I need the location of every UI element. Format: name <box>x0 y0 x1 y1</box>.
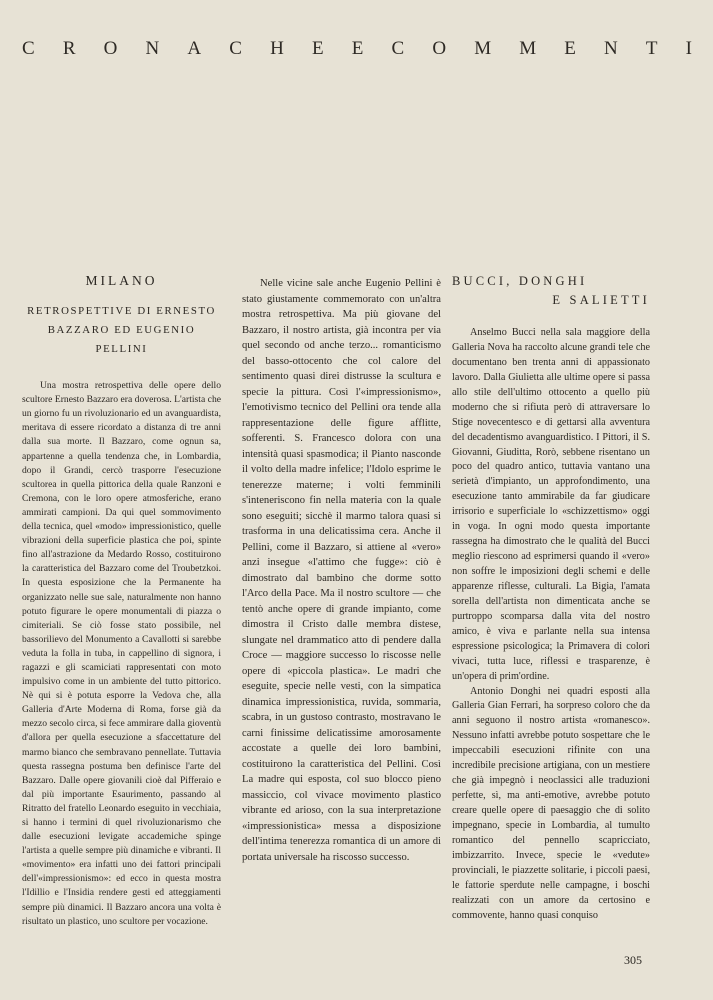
article-paragraph-donghi: Antonio Donghi nei quadri esposti alla Galleria Gian Ferrari, ha sorpreso coloro che da anni seguono il nostro artista «romanesco». Nessuno infatti avrebbe potuto sospettare che le impeccabili esecuzioni rifinite con una incredibile precisione artigiana, con un mestiere che già impegnò i neoclassici alle traduzioni perfette, sì, ma anti-emotive, avrebbe potuto creare quelle opere di paesaggio che di solito impegnano, specie in Lombardia, al tumulto romantico del pennello scapricciato, imbizzarrito. Invece, specie le «vedute» provinciali, le piazzette solitarie, i piccoli paesi, le fattorie sperdute nelle campagne, i boschi realizzati con un amore da certosino e commovente, hanno quasi conquiso <box>452 685 650 921</box>
running-head-letter: C <box>22 38 35 59</box>
running-head-letter: O <box>103 38 118 59</box>
running-head-letter: C <box>391 38 405 59</box>
title-line-2: E SALIETTI <box>552 293 650 307</box>
title-line-1: BUCCI, DONGHI <box>452 274 588 288</box>
page-number: 305 <box>624 953 642 967</box>
running-head <box>22 38 692 60</box>
section-title-bucci <box>452 272 650 310</box>
section-title-milano: MILANO <box>85 273 158 288</box>
running-head-letter: C <box>229 38 242 59</box>
column-1 <box>22 270 221 929</box>
subtitle-line-1: RETROSPETTIVE DI ERNESTO <box>27 305 216 318</box>
section-subtitle <box>22 302 221 359</box>
subtitle-line-2: BAZZARO ED EUGENIO PELLINI <box>47 324 196 356</box>
article-paragraph-bucci: Anselmo Bucci nella sala maggiore della Galleria Nova ha raccolto alcune grandi tele che documentano ben trenta anni di appassionato lavoro. Dalla Giulietta alle ultime opere si passa allo stile dell'ultimo ottocento a quello più moderno che si rifiuta però di attraversare lo Stige novecentesco e di gettarsi alla avventura del decadentismo avanguardistico. I Pittori, il S. Giovanni, Giuditta, Rorò, sebbene risentano un poco del quadro antico, tuttavia vantano una serietà d'impianto, un approfondimento, una esecuzione tanto ammirabile da far giudicare irrisorio e superficiale lo «schizzettismo» oggi in voga. In ogni modo questa importante rassegna ha dimostrato che le qualità del Bucci meglio riescono ad esprimersi quando il «vero» non soffre le imposizioni degli schemi e delle apparenze riflesse, culturali. La Bigia, l'amata sorella dell'artista non dimenticata anche se purtroppo scomparsa dalla vita del nostro amico, è viva e parlante nella sua intensa espressione psicologica; la Primavera di colori vivaci, tutta luce, riflessi e trasparenze, è un'opera di prim'ordine. <box>452 327 650 682</box>
running-head-letter: A <box>187 38 202 59</box>
running-head-letter: M <box>519 38 537 59</box>
running-head-letter: N <box>604 38 618 59</box>
running-head-letter: E <box>351 38 364 59</box>
running-head-letter: N <box>145 38 160 59</box>
running-head-letter: R <box>62 38 76 59</box>
running-head-letter: O <box>432 38 447 59</box>
running-head-letter: H <box>270 38 284 59</box>
column-2 <box>242 276 441 865</box>
article-paragraph-pellini: Nelle vicine sale anche Eugenio Pellini è stato giustamente commemorato con un'altra mostra retrospettiva. Ma più giovane del Bazzaro, il nostro artista, già incontra per via quel secondo od anche terzo... romanticismo del basso-ottocento che col calore del sentimento quasi direi distrusse la scultura e specie la pittura. Così l'«impressionismo», l'emotivismo tecnico del Pellini ora tende alla rappresentazione delle figure afflitte, sofferenti. S. Francesco dolora con una intensità quasi spasmodica; il Pianto nasconde il volto della madre infelice; l'Idolo esprime le tenerezze materne; i volti femminili s'inteneriscono fin nella materia con la quale sono eseguiti; sicchè il marmo talora quasi si trasforma in una delicatissima cera. Anche il Pellini, come il Bazzaro, si attiene al «vero» anzi insegue «l'attimo che fugge»: ciò è dimostrato dal bambino che dorme sotto l'Arco della Pace. Ma il nostro scultore — che tentò anche opere di grande impianto, come dimostra il Cristo dalle membra distese, slungate nel drammatico atto di pendere dalla Croce — maggiore successo lo riscosse nelle opere di «piccola plastica». Le madri che eseguite, specie nelle vesti, con la simpatica dinamica impressionistica, ruvida, sommaria, scabra, in un gustoso contrasto, mostravano le carni finissime delicatissime amorosamente accostate a quelle dei loro bambini, costituirono la caratteristica del Pellini. Così La madre qui esposta, col suo blocco pieno massiccio, col vivace movimento plastico vibrante ed arioso, con la sua interpretazione «impressionistica» messa a disposizione dell'intima tenerezza romantica di un amore di portata universale ha riscosso successo. <box>242 278 441 863</box>
running-head-letter: M <box>474 38 492 59</box>
article-paragraph-bazzaro: Una mostra retrospettiva delle opere dello scultore Ernesto Bazzaro era doverosa. L'artista che un giorno fu un rivoluzionario ed un avanguardista, meritava di essere ricordato a distanza di tre anni dalla sua morte. Il Bazzaro, come ognun sa, appartenne a quella tendenza che, in Lombardia, dopo il Grandi, cercò trasporre l'esecuzione scultorea in quella pittorica della quale Ranzoni e Cremona, con le loro opere atmosferiche, erano ammirati campioni. Da qui quel sommovimento della tecnica, quel «modo» impressionistico, quelle vibrazioni della superficie plastica che poi, spinte fino all'astrazione da Medardo Rosso, costituirono la caratteristica del Bazzaro come del Troubetzkoi. In questa esposizione che la Permanente ha organizzato nelle sue sale, naturalmente non hanno potuto figurare le opere monumentali di piazza o cimiteriali. Se ciò fosse stato possibile, nel bassorilievo del Monumento a Cavallotti si sarebbe veduta la folla in tuba, in cappellino di signora, i ragazzi e gli scamiciati rappresentati con moto impulsivo come in un ambiente del tutto pittorico. Nè qui si è potuta esporre la Vedova che, alla Galleria d'Arte Moderna di Roma, forse già da mezzo secolo circa, si fece ammirare dalla gioventù d'allora per quella esecuzione a sfaccettature del marmo bianco che sembravano pennellate. Tuttavia questa rassegna postuma ben definisce l'arte del Bazzaro. Dalle opere giovanili cioè dal Pifferaio e dal più importante Esaurimento, passando al Ritratto del fratello Leonardo eseguito in vecchiaia, si hanno i termini di quel rivoluzionarismo che dalle esecuzioni levigate accademiche spinge l'artista a quelle sempre più dinamiche e vibranti. Il «movimento» era infatti uno dei fattori principali dell'«impressionismo»: ed ecco in questa mostra l'Idillio e l'Insidia rendere gesti ed atteggiamenti sempre più dinamici. Il Bazzaro ancora una volta è risultato un plastico, uno scultore per vocazione. <box>22 380 221 927</box>
column-3 <box>452 270 650 924</box>
running-head-letter: I <box>685 38 692 59</box>
running-head-letter: E <box>564 38 576 59</box>
running-head-letter: T <box>645 38 658 59</box>
running-head-letter: E <box>311 38 324 59</box>
